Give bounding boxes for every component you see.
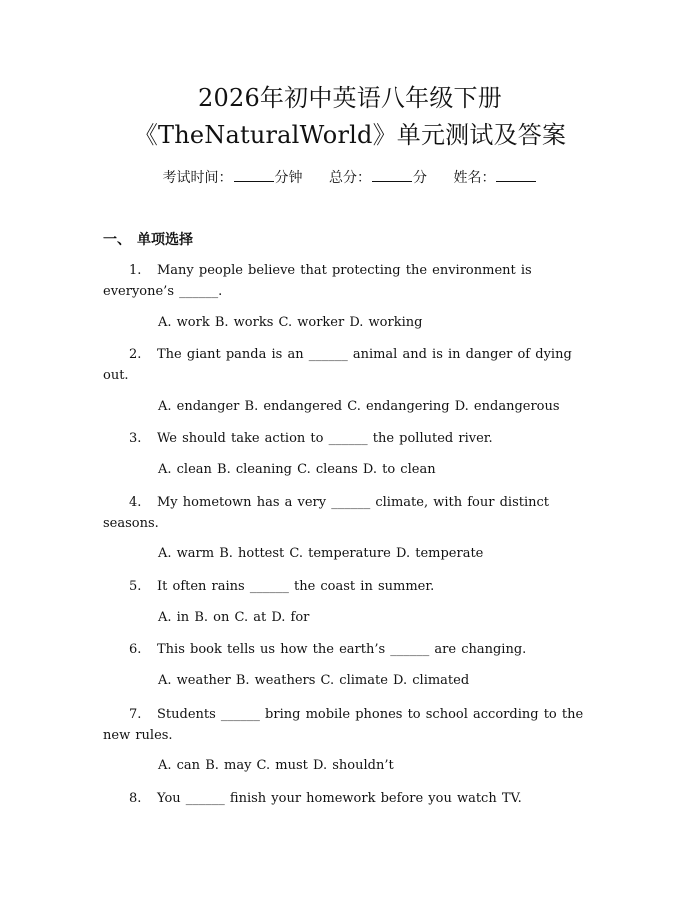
exam-time-blank — [234, 168, 274, 182]
total-score-label: 总分： — [329, 170, 371, 186]
question-text: The giant panda is an ______ animal and is in danger of dying out. — [103, 347, 572, 383]
question-number: 3. — [129, 431, 142, 446]
question-2 — [103, 344, 590, 386]
section-title: 单项选择 — [137, 232, 193, 248]
student-name-blank — [496, 168, 536, 182]
question-5-options: A. in B. on C. at D. for — [158, 610, 310, 625]
exam-time-group — [163, 168, 303, 188]
question-1-options: A. work B. works C. worker D. working — [158, 315, 423, 330]
total-score-blank — [372, 168, 412, 182]
question-7 — [103, 704, 590, 746]
page-title-line-1: 2026年初中英语八年级下册 — [198, 84, 502, 112]
question-7-options: A. can B. may C. must D. shouldn’t — [158, 758, 394, 773]
question-number: 7. — [129, 707, 142, 722]
total-score-group — [329, 168, 427, 188]
section-number: 一、 — [103, 232, 131, 248]
exam-time-unit: 分钟 — [274, 170, 303, 186]
question-number: 8. — [129, 791, 142, 806]
question-6 — [103, 639, 590, 660]
question-text: We should take action to ______ the polluted river. — [157, 431, 493, 446]
question-number: 1. — [129, 263, 142, 278]
question-number: 2. — [129, 347, 142, 362]
question-number: 4. — [129, 495, 142, 510]
question-text: You ______ finish your homework before you watch TV. — [157, 791, 522, 806]
question-text: It often rains ______ the coast in summer. — [157, 579, 435, 594]
question-3-options: A. clean B. cleaning C. cleans D. to clean — [158, 462, 436, 477]
question-1 — [103, 260, 590, 302]
exam-time-label: 考试时间： — [162, 170, 233, 186]
question-6-options: A. weather B. weathers C. climate D. climated — [158, 673, 470, 688]
exam-meta — [0, 168, 700, 188]
total-score-unit: 分 — [413, 170, 427, 186]
student-name-label: 姓名： — [453, 170, 496, 186]
page-title-line-2: 《TheNaturalWorld》单元测试及答案 — [133, 121, 567, 149]
question-text: This book tells us how the earth’s ______ are changing. — [157, 642, 527, 657]
question-4-options: A. warm B. hottest C. temperature D. temperate — [158, 546, 484, 561]
question-3 — [103, 428, 590, 449]
question-text: Many people believe that protecting the environment is everyone’s ______. — [103, 263, 532, 299]
section-heading — [103, 230, 193, 250]
question-text: My hometown has a very ______ climate, with four distinct seasons. — [103, 495, 549, 531]
question-8 — [103, 788, 590, 809]
student-name-group — [453, 168, 537, 188]
question-4 — [103, 492, 590, 534]
question-number: 5. — [129, 579, 142, 594]
question-5 — [103, 576, 590, 597]
question-number: 6. — [129, 642, 142, 657]
question-2-options: A. endanger B. endangered C. endangering D. endangerous — [158, 399, 560, 414]
question-text: Students ______ bring mobile phones to school according to the new rules. — [103, 707, 584, 743]
